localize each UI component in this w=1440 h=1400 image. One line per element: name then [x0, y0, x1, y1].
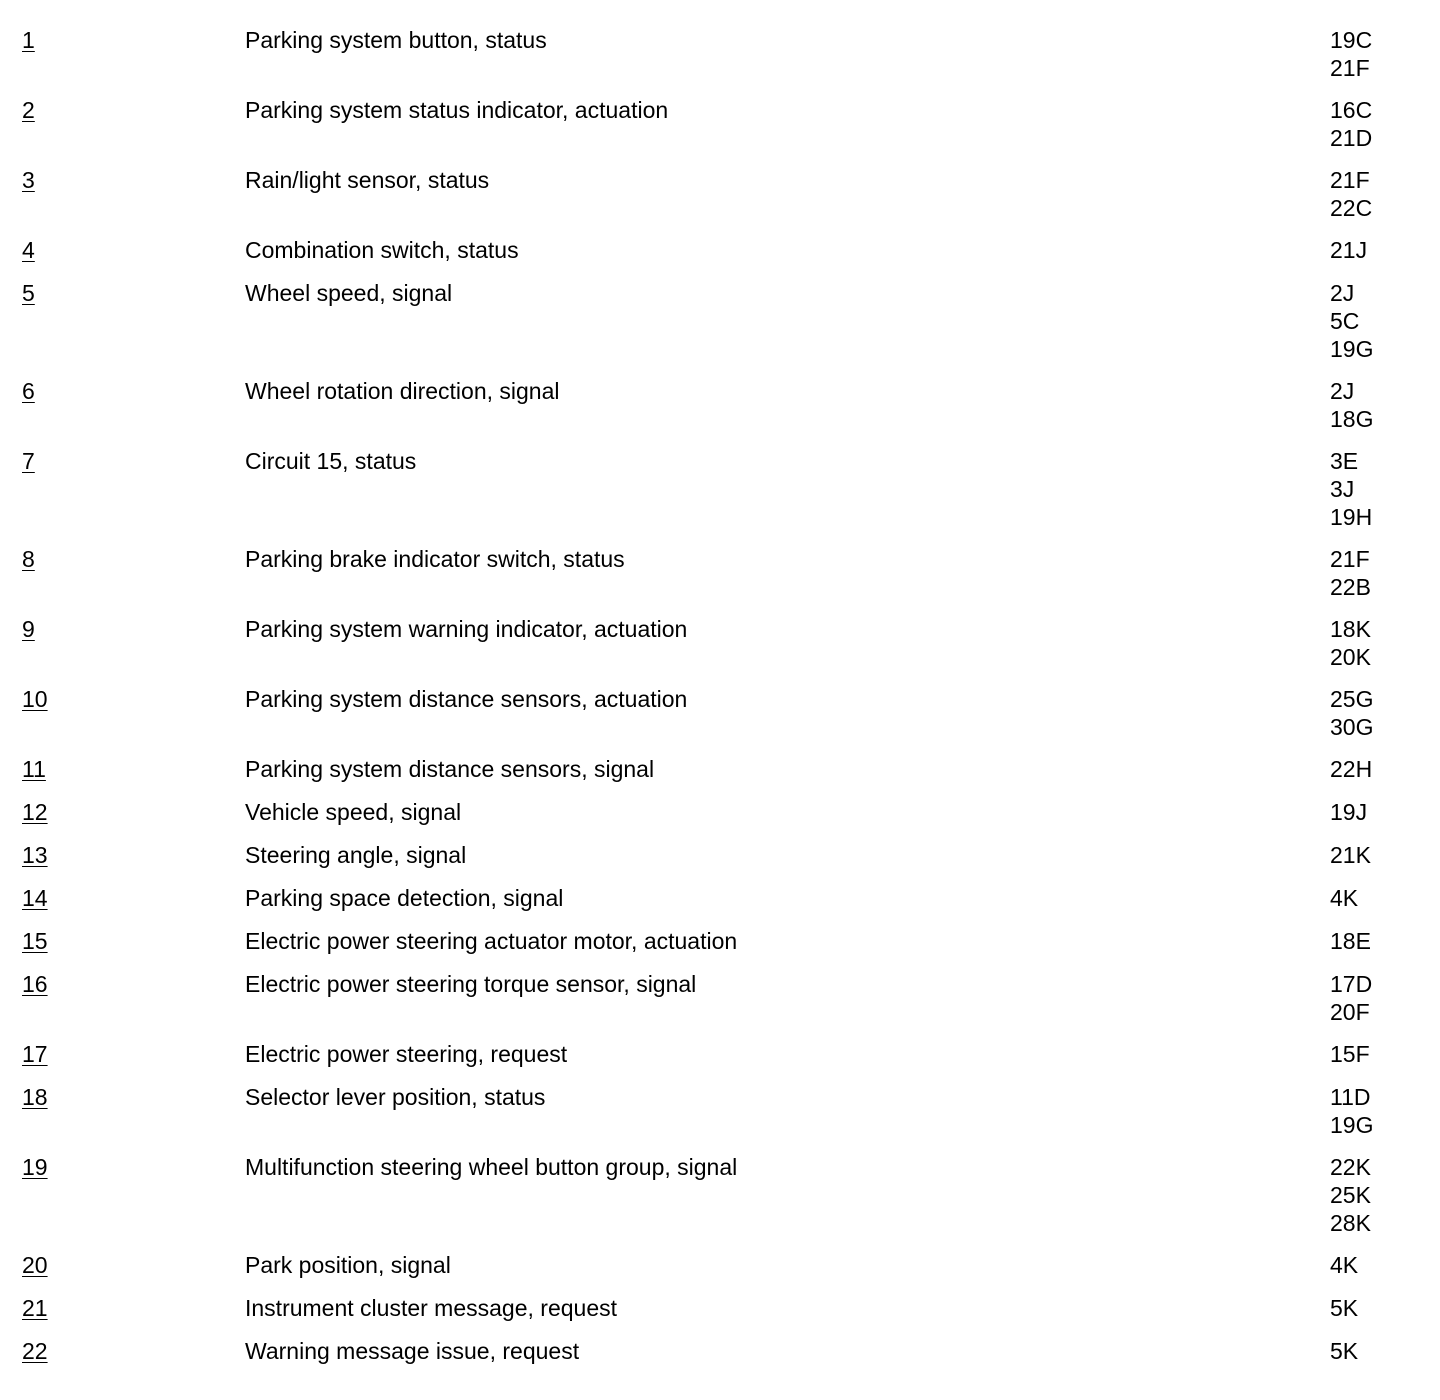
item-number-link[interactable]: 19: [22, 1154, 48, 1180]
row-spacer: [0, 671, 1440, 685]
item-description: Wheel speed, signal: [245, 280, 453, 306]
item-number-link[interactable]: 18: [22, 1084, 48, 1110]
row-spacer: [0, 264, 1440, 279]
item-description: Parking system button, status: [245, 27, 547, 53]
legend-row: [0, 1251, 1440, 1279]
legend-row: [0, 279, 1440, 363]
grid-references: [1330, 1040, 1430, 1068]
grid-reference: 22H: [1330, 756, 1373, 782]
legend-row: [0, 685, 1440, 741]
item-description: Parking system status indicator, actuation: [245, 97, 669, 123]
grid-references: [1330, 447, 1430, 531]
item-description: Combination switch, status: [245, 237, 519, 263]
grid-reference: 21J: [1330, 237, 1368, 263]
grid-reference: 22K: [1330, 1154, 1371, 1180]
item-description: Park position, signal: [245, 1252, 451, 1278]
row-spacer: [0, 152, 1440, 166]
grid-reference: 28K: [1330, 1210, 1371, 1236]
grid-references: [1330, 884, 1430, 912]
grid-references: [1330, 798, 1430, 826]
row-spacer: [0, 601, 1440, 615]
grid-references: [1330, 1294, 1430, 1322]
item-number-link[interactable]: 15: [22, 928, 48, 954]
grid-references: [1330, 1083, 1430, 1139]
legend-row: [0, 970, 1440, 1026]
item-number-link[interactable]: 16: [22, 971, 48, 997]
item-number-link[interactable]: 21: [22, 1295, 48, 1321]
item-number-link[interactable]: 9: [22, 616, 35, 642]
grid-reference: 18G: [1330, 406, 1374, 432]
legend-row: [0, 798, 1440, 826]
grid-references: [1330, 1337, 1430, 1365]
grid-reference: 19J: [1330, 799, 1368, 825]
item-description: Electric power steering, request: [245, 1041, 568, 1067]
row-spacer: [0, 826, 1440, 841]
legend-row: [0, 1294, 1440, 1322]
item-number-link[interactable]: 12: [22, 799, 48, 825]
item-description: Electric power steering torque sensor, signal: [245, 971, 697, 997]
item-description: Multifunction steering wheel button group, signal: [245, 1154, 738, 1180]
legend-row: [0, 1083, 1440, 1139]
legend-row: [0, 166, 1440, 222]
row-spacer: [0, 912, 1440, 927]
item-description: Selector lever position, status: [245, 1084, 546, 1110]
grid-reference: 19C: [1330, 27, 1373, 53]
grid-references: [1330, 1251, 1430, 1279]
legend-row: [0, 377, 1440, 433]
grid-references: [1330, 26, 1430, 82]
row-spacer: [0, 363, 1440, 377]
item-number-link[interactable]: 6: [22, 378, 35, 404]
item-number-link[interactable]: 13: [22, 842, 48, 868]
grid-reference: 5K: [1330, 1295, 1359, 1321]
grid-reference: 18K: [1330, 616, 1371, 642]
grid-reference: 5K: [1330, 1338, 1359, 1364]
row-spacer: [0, 1365, 1440, 1380]
grid-references: [1330, 545, 1430, 601]
grid-reference: 21K: [1330, 842, 1371, 868]
grid-reference: 20F: [1330, 999, 1370, 1025]
item-description: Rain/light sensor, status: [245, 167, 490, 193]
row-spacer: [0, 1139, 1440, 1153]
item-description: Parking space detection, signal: [245, 885, 564, 911]
legend-row: [0, 1153, 1440, 1237]
row-spacer: [0, 1322, 1440, 1337]
item-description: Parking system distance sensors, actuation: [245, 686, 688, 712]
grid-reference: 16C: [1330, 97, 1373, 123]
grid-reference: 21D: [1330, 125, 1373, 151]
item-number-link[interactable]: 2: [22, 97, 35, 123]
legend-row: [0, 1040, 1440, 1068]
item-number-link[interactable]: 1: [22, 27, 35, 53]
row-spacer: [0, 1279, 1440, 1294]
row-spacer: [0, 1068, 1440, 1083]
item-description: Parking system distance sensors, signal: [245, 756, 655, 782]
item-number-link[interactable]: 7: [22, 448, 35, 474]
grid-references: [1330, 166, 1430, 222]
legend-row: [0, 447, 1440, 531]
legend-row: [0, 1337, 1440, 1365]
grid-references: [1330, 1153, 1430, 1237]
item-number-link[interactable]: 14: [22, 885, 48, 911]
grid-references: [1330, 755, 1430, 783]
grid-reference: 25G: [1330, 686, 1374, 712]
grid-reference: 19G: [1330, 1112, 1374, 1138]
grid-references: [1330, 615, 1430, 671]
grid-references: [1330, 927, 1430, 955]
item-number-link[interactable]: 10: [22, 686, 48, 712]
item-number-link[interactable]: 3: [22, 167, 35, 193]
grid-references: [1330, 377, 1430, 433]
grid-references: [1330, 236, 1430, 264]
item-description: Parking system warning indicator, actuation: [245, 616, 688, 642]
item-number-link[interactable]: 17: [22, 1041, 48, 1067]
row-spacer: [0, 433, 1440, 447]
grid-reference: 4K: [1330, 885, 1359, 911]
grid-references: [1330, 685, 1430, 741]
row-spacer: [0, 783, 1440, 798]
legend-row: [0, 884, 1440, 912]
grid-reference: 2J: [1330, 280, 1355, 306]
legend-row: [0, 615, 1440, 671]
grid-references: [1330, 96, 1430, 152]
grid-references: [1330, 841, 1430, 869]
item-description: Electric power steering actuator motor, actuation: [245, 928, 738, 954]
row-spacer: [0, 741, 1440, 755]
grid-reference: 21F: [1330, 167, 1370, 193]
row-spacer: [0, 1026, 1440, 1040]
item-number-link[interactable]: 5: [22, 280, 35, 306]
grid-reference: 15F: [1330, 1041, 1370, 1067]
item-number-link[interactable]: 20: [22, 1252, 48, 1278]
row-spacer: [0, 531, 1440, 545]
grid-references: [1330, 279, 1430, 363]
row-spacer: [0, 869, 1440, 884]
grid-reference: 20K: [1330, 644, 1371, 670]
grid-reference: 11D: [1330, 1084, 1371, 1110]
item-description: Vehicle speed, signal: [245, 799, 462, 825]
grid-reference: 2J: [1330, 378, 1355, 404]
item-number-link[interactable]: 22: [22, 1338, 48, 1364]
grid-reference: 19H: [1330, 504, 1373, 530]
item-number-link[interactable]: 8: [22, 546, 35, 572]
item-description: Parking brake indicator switch, status: [245, 546, 625, 572]
legend-row: [0, 236, 1440, 264]
grid-reference: 17D: [1330, 971, 1373, 997]
grid-reference: 3E: [1330, 448, 1359, 474]
legend-row: [0, 841, 1440, 869]
grid-reference: 21F: [1330, 546, 1370, 572]
grid-reference: 22B: [1330, 574, 1371, 600]
grid-reference: 5C: [1330, 308, 1360, 334]
grid-reference: 25K: [1330, 1182, 1371, 1208]
legend-row: [0, 755, 1440, 783]
legend-row: [0, 545, 1440, 601]
grid-reference: 18E: [1330, 928, 1371, 954]
grid-reference: 3J: [1330, 476, 1355, 502]
grid-reference: 4K: [1330, 1252, 1359, 1278]
grid-reference: 19G: [1330, 336, 1374, 362]
row-spacer: [0, 955, 1440, 970]
legend-row: [0, 96, 1440, 152]
item-description: Steering angle, signal: [245, 842, 467, 868]
item-number-link[interactable]: 11: [22, 756, 46, 782]
row-spacer: [0, 222, 1440, 236]
grid-reference: 22C: [1330, 195, 1373, 221]
item-description: Warning message issue, request: [245, 1338, 580, 1364]
grid-reference: 30G: [1330, 714, 1374, 740]
row-spacer: [0, 1237, 1440, 1251]
item-description: Circuit 15, status: [245, 448, 417, 474]
item-description: Instrument cluster message, request: [245, 1295, 617, 1321]
legend-row: [0, 927, 1440, 955]
item-description: Wheel rotation direction, signal: [245, 378, 560, 404]
legend-row: [0, 26, 1440, 82]
row-spacer: [0, 82, 1440, 96]
grid-references: [1330, 970, 1430, 1026]
grid-reference: 21F: [1330, 55, 1370, 81]
item-number-link[interactable]: 4: [22, 237, 35, 263]
